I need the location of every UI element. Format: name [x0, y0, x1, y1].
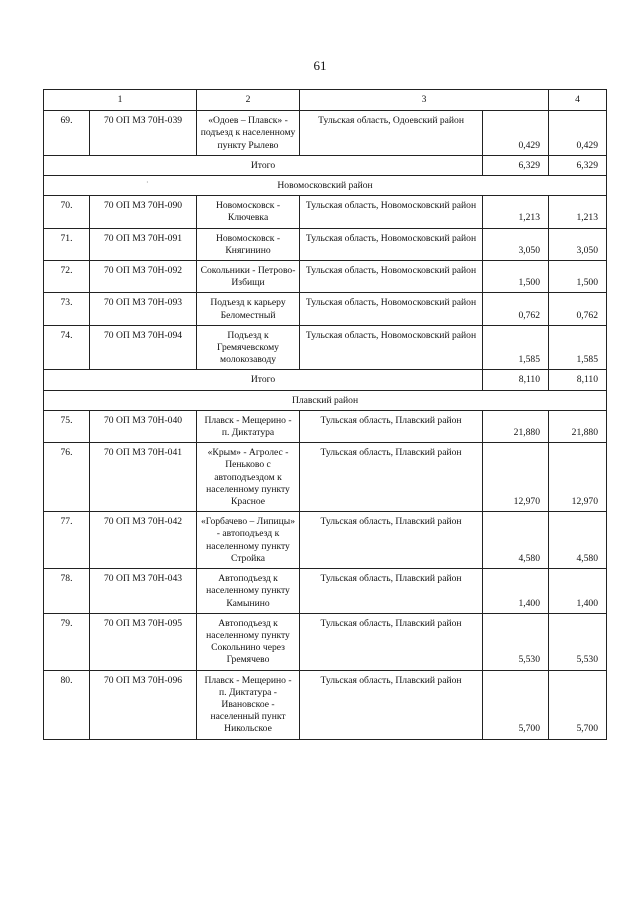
row-number: 80. — [44, 670, 90, 739]
road-value-4: 0,429 — [549, 111, 607, 156]
road-location: Тульская область, Одоевский район — [300, 111, 483, 156]
road-length: 1,400 — [483, 569, 549, 614]
road-location: Тульская область, Плавский район — [300, 569, 483, 614]
road-code: 70 ОП МЗ 70Н-091 — [90, 228, 197, 260]
table-row — [44, 512, 607, 569]
road-length: 4,580 — [483, 512, 549, 569]
total-row — [44, 155, 607, 175]
road-code: 70 ОП МЗ 70Н-096 — [90, 670, 197, 739]
road-length: 5,700 — [483, 670, 549, 739]
table-row — [44, 443, 607, 512]
road-length: 0,762 — [483, 293, 549, 325]
road-code: 70 ОП МЗ 70Н-090 — [90, 196, 197, 228]
road-location: Тульская область, Новомосковский район — [300, 228, 483, 260]
total-value-4: 6,329 — [549, 155, 607, 175]
total-length: 8,110 — [483, 370, 549, 390]
road-name: Новомосковск - Княгинино — [197, 228, 300, 260]
road-length: 1,213 — [483, 196, 549, 228]
row-number: 78. — [44, 569, 90, 614]
road-code: 70 ОП МЗ 70Н-092 — [90, 261, 197, 293]
row-number: 77. — [44, 512, 90, 569]
row-number: 74. — [44, 325, 90, 370]
table-row — [44, 325, 607, 370]
road-value-4: 1,213 — [549, 196, 607, 228]
table-row — [44, 261, 607, 293]
road-value-4: 1,585 — [549, 325, 607, 370]
table-body — [44, 90, 607, 740]
road-location: Тульская область, Новомосковский район — [300, 261, 483, 293]
road-name: Автоподъезд к населенному пункту Камынино — [197, 569, 300, 614]
row-number: 71. — [44, 228, 90, 260]
road-code: 70 ОП МЗ 70Н-039 — [90, 111, 197, 156]
road-location: Тульская область, Плавский район — [300, 443, 483, 512]
row-number: 79. — [44, 613, 90, 670]
total-label: Итого — [44, 155, 483, 175]
road-name: Новомосковск - Ключевка — [197, 196, 300, 228]
road-code: 70 ОП МЗ 70Н-093 — [90, 293, 197, 325]
road-code: 70 ОП МЗ 70Н-042 — [90, 512, 197, 569]
road-location: Тульская область, Плавский район — [300, 670, 483, 739]
total-value-4: 8,110 — [549, 370, 607, 390]
road-name: Плавск - Мещерино - п. Диктатура — [197, 410, 300, 442]
header-cell-4: 4 — [549, 90, 607, 111]
total-row — [44, 370, 607, 390]
table-row — [44, 196, 607, 228]
road-length: 21,880 — [483, 410, 549, 442]
table-row — [44, 410, 607, 442]
road-length: 12,970 — [483, 443, 549, 512]
road-value-4: 4,580 — [549, 512, 607, 569]
road-name: Автоподъезд к населенному пункту Сокольнино через Гремячево — [197, 613, 300, 670]
road-name: «Крым» - Агролес - Пеньково с автоподъездом к населенному пункту Красное — [197, 443, 300, 512]
road-value-4: 0,762 — [549, 293, 607, 325]
table-row — [44, 569, 607, 614]
road-length: 0,429 — [483, 111, 549, 156]
table-row — [44, 293, 607, 325]
road-length: 5,530 — [483, 613, 549, 670]
road-name: Плавск - Мещерино - п. Диктатура - Ивановское - населенный пункт Никольское — [197, 670, 300, 739]
total-length: 6,329 — [483, 155, 549, 175]
road-code: 70 ОП МЗ 70Н-041 — [90, 443, 197, 512]
road-length: 3,050 — [483, 228, 549, 260]
road-code: 70 ОП МЗ 70Н-043 — [90, 569, 197, 614]
road-value-4: 5,530 — [549, 613, 607, 670]
district-label: Новомосковский район — [44, 176, 607, 196]
road-name: Подъезд к Гремячевскому молокозаводу — [197, 325, 300, 370]
road-code: 70 ОП МЗ 70Н-094 — [90, 325, 197, 370]
road-value-4: 3,050 — [549, 228, 607, 260]
header-cell-3: 3 — [300, 90, 549, 111]
road-length: 1,500 — [483, 261, 549, 293]
district-row — [44, 390, 607, 410]
table-row — [44, 670, 607, 739]
district-row — [44, 176, 607, 196]
road-location: Тульская область, Плавский район — [300, 512, 483, 569]
header-cell-2: 2 — [197, 90, 300, 111]
total-label: Итого — [44, 370, 483, 390]
row-number: 75. — [44, 410, 90, 442]
road-value-4: 12,970 — [549, 443, 607, 512]
header-row — [44, 90, 607, 111]
road-location: Тульская область, Плавский район — [300, 613, 483, 670]
row-number: 70. — [44, 196, 90, 228]
road-code: 70 ОП МЗ 70Н-040 — [90, 410, 197, 442]
row-number: 73. — [44, 293, 90, 325]
table-row — [44, 228, 607, 260]
road-length: 1,585 — [483, 325, 549, 370]
road-name: Сокольники - Петрово-Избищи — [197, 261, 300, 293]
row-number: 72. — [44, 261, 90, 293]
road-value-4: 1,500 — [549, 261, 607, 293]
road-location: Тульская область, Плавский район — [300, 410, 483, 442]
road-location: Тульская область, Новомосковский район — [300, 293, 483, 325]
road-value-4: 1,400 — [549, 569, 607, 614]
table-row — [44, 613, 607, 670]
road-name: Подъезд к карьеру Беломестный — [197, 293, 300, 325]
page-number: 61 — [313, 58, 327, 73]
road-name: «Одоев – Плавск» - подъезд к населенному пункту Рылево — [197, 111, 300, 156]
scan-speck: · — [146, 178, 149, 187]
row-number: 69. — [44, 111, 90, 156]
road-value-4: 21,880 — [549, 410, 607, 442]
district-label: Плавский район — [44, 390, 607, 410]
row-number: 76. — [44, 443, 90, 512]
road-value-4: 5,700 — [549, 670, 607, 739]
road-name: «Горбачево – Липицы» - автоподъезд к населенному пункту Стройка — [197, 512, 300, 569]
table-row — [44, 111, 607, 156]
roads-table — [43, 89, 607, 740]
header-cell-1: 1 — [44, 90, 197, 111]
road-location: Тульская область, Новомосковский район — [300, 325, 483, 370]
road-location: Тульская область, Новомосковский район — [300, 196, 483, 228]
road-code: 70 ОП МЗ 70Н-095 — [90, 613, 197, 670]
